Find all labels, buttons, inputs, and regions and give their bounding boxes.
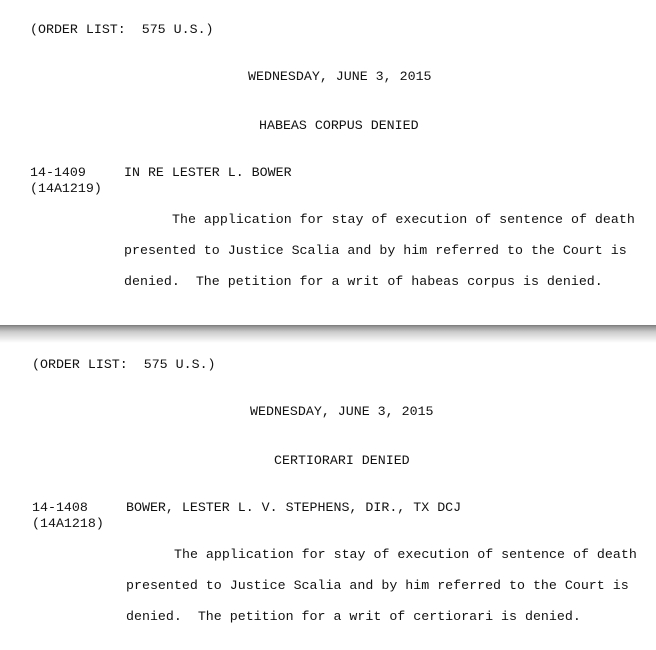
order-text-line: presented to Justice Scalia and by him referred to the Court is bbox=[124, 243, 627, 258]
case-title: IN RE LESTER L. BOWER bbox=[124, 165, 292, 180]
order-list-label: (ORDER LIST: 575 U.S.) bbox=[32, 357, 216, 372]
page-divider bbox=[0, 325, 656, 343]
order-text-line: The application for stay of execution of sentence of death bbox=[172, 212, 635, 227]
order-text-line: denied. The petition for a writ of habeas corpus is denied. bbox=[124, 274, 603, 289]
case-title: BOWER, LESTER L. V. STEPHENS, DIR., TX DCJ bbox=[126, 500, 462, 515]
order-text-line: denied. The petition for a writ of certiorari is denied. bbox=[126, 609, 581, 624]
order-date: WEDNESDAY, JUNE 3, 2015 bbox=[250, 404, 434, 419]
order-text-line: presented to Justice Scalia and by him referred to the Court is bbox=[126, 578, 629, 593]
application-number: (14A1218) bbox=[32, 516, 104, 531]
docket-number: 14-1409 bbox=[30, 165, 86, 180]
application-number: (14A1219) bbox=[30, 181, 102, 196]
order-date: WEDNESDAY, JUNE 3, 2015 bbox=[248, 69, 432, 84]
docket-number: 14-1408 bbox=[32, 500, 88, 515]
section-heading: HABEAS CORPUS DENIED bbox=[259, 118, 419, 133]
section-heading: CERTIORARI DENIED bbox=[274, 453, 410, 468]
order-list-label: (ORDER LIST: 575 U.S.) bbox=[30, 22, 214, 37]
order-text-line: The application for stay of execution of sentence of death bbox=[174, 547, 637, 562]
